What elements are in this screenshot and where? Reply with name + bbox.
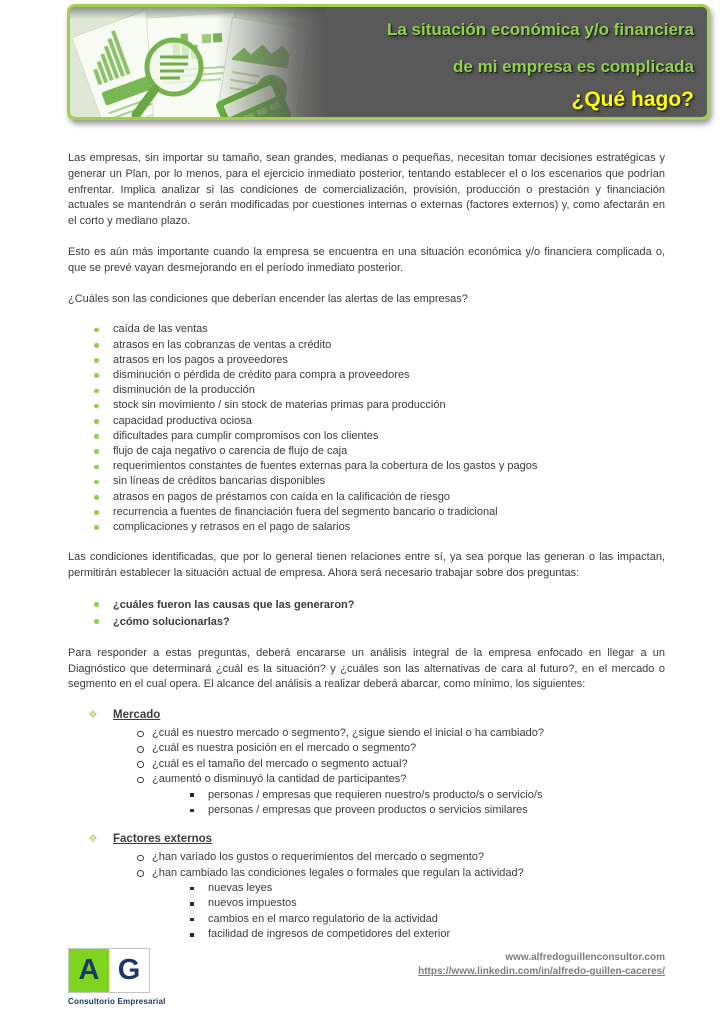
section-item: ¿cuál es el tamaño del mercado o segmento actual? bbox=[136, 757, 665, 772]
alert-item: flujo de caja negativo o carencia de flujo de caja bbox=[93, 444, 665, 459]
alert-item: capacidad productiva ociosa bbox=[93, 414, 665, 429]
logo-letter-g: G bbox=[117, 954, 141, 986]
section-subitem-list bbox=[152, 788, 665, 819]
alerts-list bbox=[68, 322, 665, 535]
key-question-item: ¿cómo solucionarlas? bbox=[93, 614, 665, 631]
document-body bbox=[68, 151, 665, 957]
section-subitem: personas / empresas que requieren nuestro/s producto/s o servicio/s bbox=[189, 788, 665, 803]
question-intro: ¿Cuáles son las condiciones que deberían encender las alertas de las empresas? bbox=[68, 292, 468, 305]
section-heading bbox=[88, 708, 665, 724]
ag-logo-icon bbox=[68, 948, 150, 993]
section-item: ¿han cambiado las condiciones legales o formales que regulan la actividad? nuevas leyes nuevos impuestos cambios en el marco regulatorio de la actividad facilidad de ingresos de competidores del exterior bbox=[136, 866, 665, 943]
section-subitem: nuevas leyes bbox=[189, 881, 665, 896]
header-banner bbox=[67, 4, 710, 120]
footer-links bbox=[418, 948, 665, 979]
section-item-list bbox=[68, 726, 665, 818]
banner-title-line2: de mi empresa es complicada bbox=[453, 57, 694, 76]
section-title: Mercado bbox=[113, 709, 161, 722]
section-subitem: facilidad de ingresos de competidores del exterior bbox=[189, 927, 665, 942]
alert-item: atrasos en las cobranzas de ventas a crédito bbox=[93, 338, 665, 353]
paragraph-intro: Las empresas, sin importar su tamaño, sean grandes, medianas o pequeñas, necesitan tomar decisiones estratégicas y generar un Plan, por lo menos, para el ejercicio inmediato posterior, tentando establecer el o los escenarios que podrían enfrentar. Implica analizar si las condiciones de comercialización, provisión, producción o prestación y financiación actuales se mantendrán o serán modificadas por cuestiones internas o externas (factores externos) y, como afectarán en el corto y mediano plazo. bbox=[68, 152, 665, 228]
alert-item: dificultades para cumplir compromisos con los clientes bbox=[93, 429, 665, 444]
alert-item: caída de las ventas bbox=[93, 322, 665, 337]
section-item: ¿han variado los gustos o requerimientos del mercado o segmento? bbox=[136, 850, 665, 865]
alert-item: atrasos en pagos de préstamos con caída en la calificación de riesgo bbox=[93, 490, 665, 505]
section-subitem-list bbox=[152, 881, 665, 943]
alert-item: disminución de la producción bbox=[93, 383, 665, 398]
paragraph-diagnostic: Para responder a estas preguntas, deberá encararse un análisis integral de la empresa enfocado en llegar a un Diagnóstico que determinará ¿cuál es la situación? y ¿cuáles son las alternativas de cara al futuro?, en el mercado o segmento en el cual opera. El alcance del análisis a realizar deberá abarcar, como mínimo, los siguientes: bbox=[68, 646, 665, 691]
key-question-item: ¿cuáles fueron las causas que las generaron? bbox=[93, 597, 665, 614]
banner-title-line1: La situación económica y/o financiera bbox=[386, 20, 694, 39]
website-link[interactable]: www.alfredoguillenconsultor.com bbox=[505, 952, 665, 963]
logo-letter-a: A bbox=[69, 949, 109, 992]
banner-title-line3: ¿Qué hago? bbox=[571, 88, 694, 111]
diamond-bullet-icon bbox=[88, 832, 98, 848]
alert-item: disminución o pérdida de crédito para compra a proveedores bbox=[93, 368, 665, 383]
page-footer bbox=[68, 948, 665, 1006]
section-subitem: cambios en el marco regulatorio de la actividad bbox=[189, 912, 665, 927]
alert-item: recurrencia a fuentes de financiación fuera del segmento bancario o tradicional bbox=[93, 505, 665, 520]
alert-item: sin líneas de créditos bancarias disponibles bbox=[93, 474, 665, 489]
analysis-section bbox=[68, 708, 665, 818]
logo-tagline: Consultorio Empresarial bbox=[68, 997, 166, 1006]
alert-item: atrasos en los pagos a proveedores bbox=[93, 353, 665, 368]
company-logo bbox=[68, 948, 166, 1006]
section-title: Factores externos bbox=[113, 833, 213, 846]
alert-item: complicaciones y retrasos en el pago de salarios bbox=[93, 520, 665, 535]
section-item: ¿aumentó o disminuyó la cantidad de participantes? personas / empresas que requieren nuestro/s producto/s o servicio/s personas / empresas que proveen productos o servicios similares bbox=[136, 772, 665, 818]
section-subitem: nuevos impuestos bbox=[189, 896, 665, 911]
section-item: ¿cuál es nuestro mercado o segmento?, ¿sigue siendo el inicial o ha cambiado? bbox=[136, 726, 665, 741]
linkedin-link[interactable]: https://www.linkedin.com/in/alfredo-guillen-caceres/ bbox=[418, 966, 665, 977]
section-subitem: personas / empresas que proveen productos o servicios similares bbox=[189, 803, 665, 818]
section-item: ¿cuál es nuestra posición en el mercado o segmento? bbox=[136, 741, 665, 756]
alert-item: stock sin movimiento / sin stock de materias primas para producción bbox=[93, 398, 665, 413]
paragraph-conditions: Las condiciones identificadas, que por lo general tienen relaciones entre sí, ya sea porque las generan o las impactan, permitirán establecer la situación actual de empresa. Ahora será necesario trabajar sobre dos preguntas: bbox=[68, 551, 665, 580]
analysis-section bbox=[68, 832, 665, 942]
section-heading bbox=[88, 832, 665, 848]
alert-item: requerimientos constantes de fuentes externas para la cobertura de los gastos y pagos bbox=[93, 459, 665, 474]
diamond-bullet-icon bbox=[88, 708, 98, 724]
banner-titles bbox=[70, 7, 694, 110]
section-item-list bbox=[68, 850, 665, 942]
key-questions-list bbox=[68, 597, 665, 631]
paragraph-importance: Esto es aún más importante cuando la empresa se encuentra en una situación económica y/o financiera complicada o, que se prevé vayan desmejorando en el período inmediato posterior. bbox=[68, 245, 665, 274]
analysis-sections bbox=[68, 708, 665, 942]
